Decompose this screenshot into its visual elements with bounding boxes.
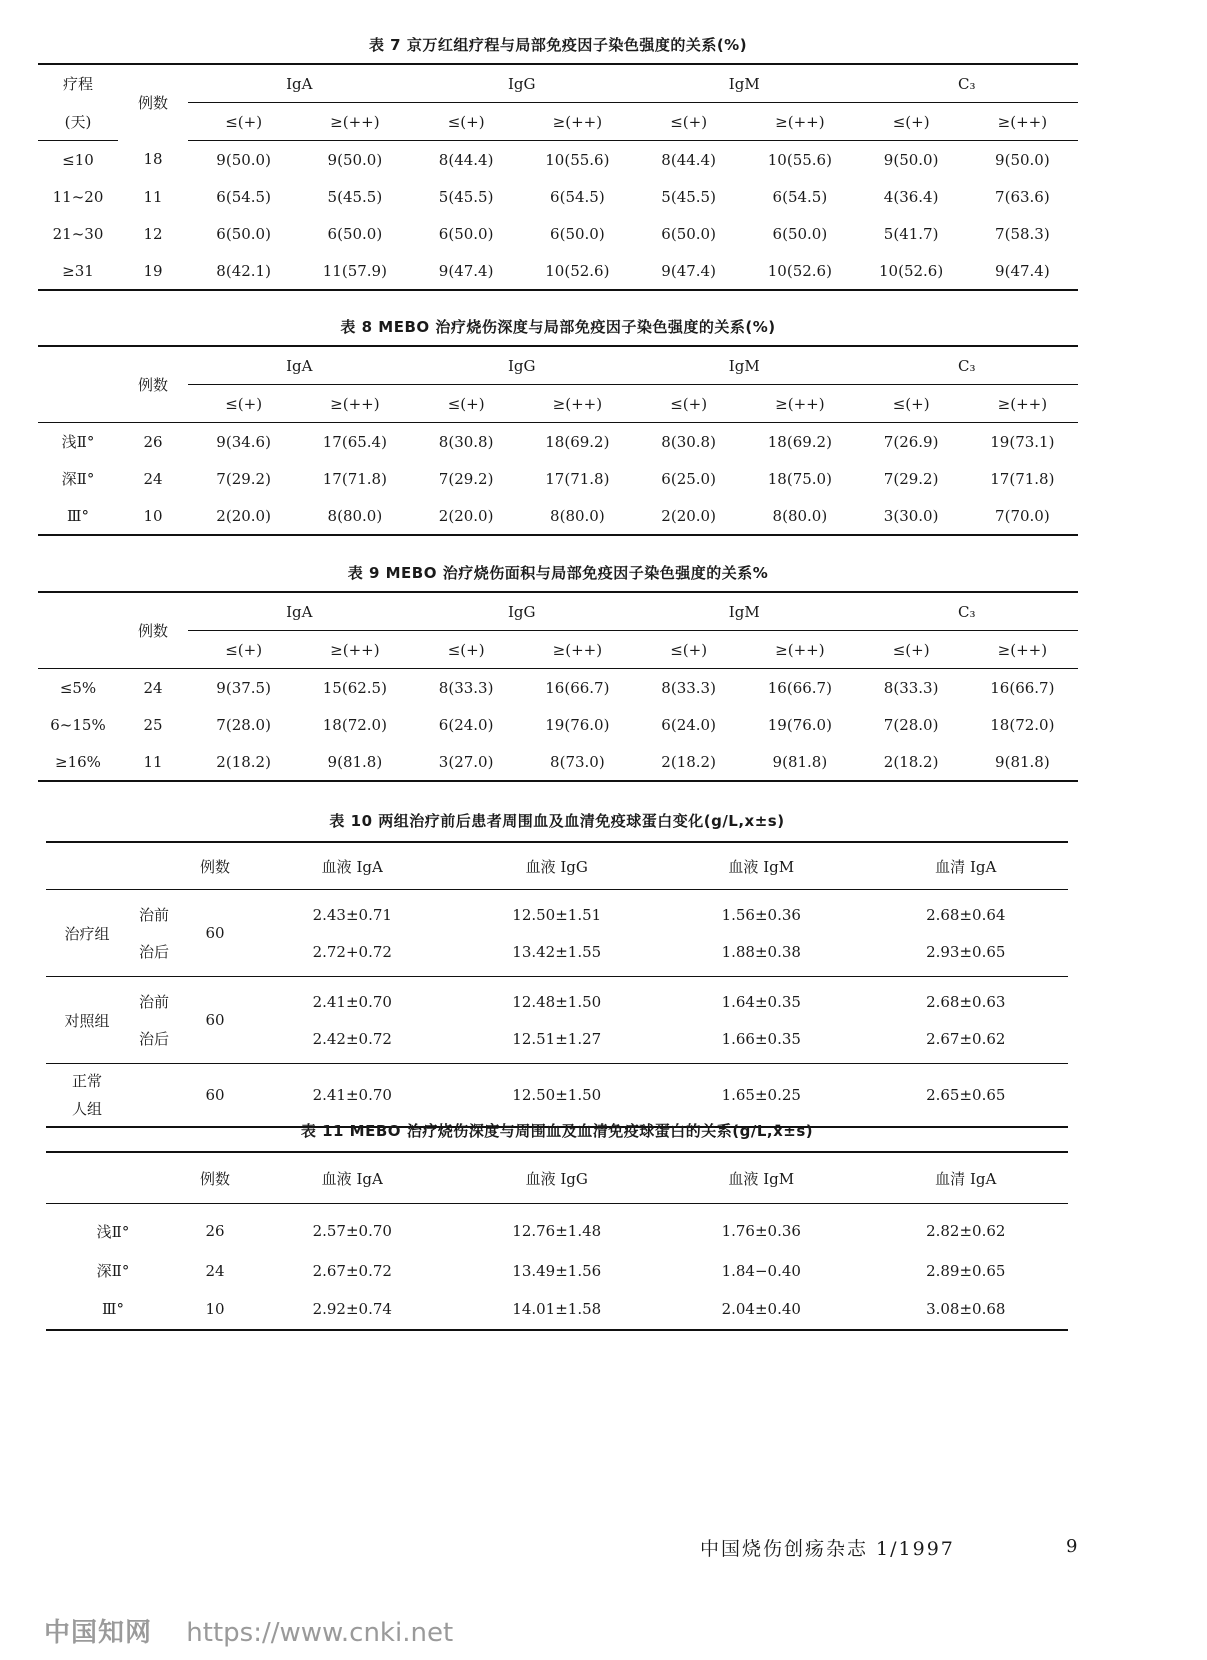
group-label: 治疗组 (46, 890, 128, 977)
cell: 9(81.8) (299, 743, 410, 781)
cell: 10 (118, 497, 188, 535)
header-blank (46, 842, 180, 890)
row-label: 浅Ⅱ° (61, 433, 95, 451)
header-blank (38, 592, 118, 669)
table-row (38, 743, 1078, 781)
cell: 5(45.5) (438, 187, 494, 206)
cell: 2(18.2) (188, 743, 299, 781)
row-label: 深Ⅱ° (96, 1262, 130, 1280)
sub-header: ≤(+) (188, 385, 299, 423)
header-c3: C₃ (856, 592, 1079, 631)
header-c3: C₃ (856, 64, 1079, 103)
header-count: 例数 (118, 64, 188, 141)
cell: 25 (143, 715, 163, 734)
cell: 9(50.0) (216, 150, 271, 169)
cell: 2.68±0.63 (926, 992, 1006, 1011)
table-row (38, 141, 1078, 179)
cell: 9(37.5) (216, 678, 271, 697)
cell: 1.56±0.36 (721, 905, 801, 924)
table-8-caption: 表 8 MEBO 治疗烧伤深度与局部免疫因子染色强度的关系(%) (340, 318, 776, 336)
cell: 7(58.3) (995, 224, 1050, 243)
cell: 12.76±1.48 (512, 1222, 602, 1240)
sub-header: ≤(+) (856, 385, 967, 423)
cell: 2(20.0) (633, 497, 744, 535)
cell: 6(54.5) (550, 187, 605, 206)
header-count: 例数 (180, 1152, 250, 1204)
cell: 18 (143, 150, 163, 169)
cell: 9(47.4) (967, 252, 1078, 290)
sub-header: ≤(+) (188, 631, 299, 669)
cell: 7(28.0) (216, 715, 271, 734)
table-row (46, 977, 1068, 1021)
cell: 8(80.0) (744, 497, 855, 535)
header-igm: IgM (633, 64, 856, 103)
cell: 15(62.5) (322, 678, 387, 697)
row-label: 深Ⅱ° (61, 470, 95, 488)
normal-label-line1: 正常 (71, 1072, 102, 1090)
table-9-caption: 表 9 MEBO 治疗烧伤面积与局部免疫因子染色强度的关系% (347, 564, 769, 582)
cnki-logo: 中国知网 (44, 1618, 153, 1648)
phase-label: 治后 (128, 1020, 180, 1064)
group-label (46, 1064, 128, 1128)
cell: 2(18.2) (856, 743, 967, 781)
cell: 7(29.2) (883, 469, 939, 488)
cell: 2(18.2) (633, 743, 744, 781)
cell: 7(70.0) (967, 497, 1078, 535)
cell: 8(33.3) (883, 678, 939, 697)
cell: 2.04±0.40 (659, 1289, 864, 1330)
cell: 4(36.4) (883, 187, 939, 206)
cell: 24 (205, 1261, 225, 1280)
header-iga: IgA (188, 346, 411, 385)
cell: 6(50.0) (550, 224, 605, 243)
cell: 2.41±0.70 (312, 992, 392, 1011)
table-row (38, 497, 1078, 535)
table-11-block (46, 1120, 1068, 1331)
header-blood-igm: 血液 IgM (659, 1152, 864, 1204)
table-row (46, 1252, 1068, 1289)
cell: 6(50.0) (216, 224, 271, 243)
group-label: 对照组 (46, 977, 128, 1064)
cell: 14.01±1.58 (455, 1289, 660, 1330)
phase-label: 治后 (128, 933, 180, 977)
sub-header: ≤(+) (411, 631, 522, 669)
table-row (38, 706, 1078, 743)
sub-header: ≥(++) (744, 631, 855, 669)
cell: 8(80.0) (299, 497, 410, 535)
cell: 1.65±0.25 (659, 1064, 864, 1128)
cell: 9(47.4) (411, 252, 522, 290)
journal-footer: 中国烧伤创疡杂志 1/1997 (700, 1538, 955, 1560)
sub-header: ≥(++) (299, 385, 410, 423)
header-blood-igg: 血液 IgG (455, 1152, 660, 1204)
cell: 11 (118, 743, 188, 781)
cell: 6(50.0) (438, 224, 494, 243)
sub-header: ≥(++) (744, 103, 855, 141)
header-days: (天) (38, 103, 118, 141)
row-label: Ⅲ° (46, 1289, 180, 1330)
cell: 9(34.6) (216, 432, 271, 451)
cell: 8(73.0) (522, 743, 633, 781)
cell: 1.64±0.35 (721, 992, 801, 1011)
phase-label: 治前 (138, 993, 169, 1011)
cell: 16(66.7) (545, 678, 610, 697)
header-igg: IgG (411, 592, 634, 631)
cell: 1.66±0.35 (659, 1020, 864, 1064)
cell: 10(52.6) (856, 252, 967, 290)
sub-header: ≥(++) (299, 631, 410, 669)
cell: 2.41±0.70 (250, 1064, 455, 1128)
sub-header: ≥(++) (967, 631, 1078, 669)
cell: 1.84−0.40 (721, 1261, 801, 1280)
cell: 6(54.5) (216, 187, 271, 206)
cell: 18(69.2) (767, 432, 832, 451)
table-row (38, 178, 1078, 215)
cell: 2.82±0.62 (926, 1222, 1006, 1240)
header-count: 例数 (118, 592, 188, 669)
cell: 6(54.5) (772, 187, 828, 206)
sub-header: ≥(++) (967, 385, 1078, 423)
header-iga: IgA (188, 592, 411, 631)
cell: 18(75.0) (767, 469, 832, 488)
row-label: ≤10 (62, 150, 94, 169)
table-row (38, 252, 1078, 290)
cell: 8(33.3) (661, 678, 716, 697)
cell: 7(29.2) (438, 469, 494, 488)
cell: 2.67±0.72 (312, 1261, 392, 1280)
header-blank (38, 346, 118, 423)
cell: 10(55.6) (545, 150, 610, 169)
cell: 2.67±0.62 (864, 1020, 1069, 1064)
row-label: 浅Ⅱ° (96, 1222, 130, 1241)
cell: 2.89±0.65 (926, 1261, 1006, 1280)
cell: 6(25.0) (661, 469, 716, 488)
cell: 24 (143, 678, 163, 697)
cell: 8(30.8) (438, 432, 494, 451)
cell: 7(26.9) (883, 432, 939, 451)
cell: 19 (118, 252, 188, 290)
cell: 18(69.2) (545, 432, 610, 451)
cell: 6(50.0) (772, 224, 828, 243)
sub-header: ≤(+) (411, 103, 522, 141)
row-label: 21~30 (52, 224, 104, 243)
sub-header: ≤(+) (188, 103, 299, 141)
cell: 2.72+0.72 (250, 933, 455, 977)
cell: 8(30.8) (661, 432, 716, 451)
cell: 10(52.6) (744, 252, 855, 290)
table-8-block (38, 316, 1078, 536)
cell: 17(71.8) (545, 469, 610, 488)
table-7 (38, 63, 1078, 291)
cell: 13.42±1.55 (455, 933, 660, 977)
header-igm: IgM (633, 592, 856, 631)
row-label: ≤5% (59, 678, 97, 697)
header-serum-iga: 血清 IgA (864, 842, 1069, 890)
table-row (46, 890, 1068, 934)
sub-header: ≤(+) (411, 385, 522, 423)
sub-header: ≤(+) (633, 103, 744, 141)
header-igm: IgM (633, 346, 856, 385)
phase-label: 治前 (138, 906, 169, 924)
cell: 19(76.0) (767, 715, 832, 734)
sub-header: ≥(++) (522, 631, 633, 669)
cell: 16(66.7) (767, 678, 832, 697)
sub-header: ≥(++) (299, 103, 410, 141)
cell: 1.88±0.38 (659, 933, 864, 977)
cell: 12.50±1.50 (455, 1064, 660, 1128)
cell: 8(42.1) (188, 252, 299, 290)
cnki-url[interactable]: https://www.cnki.net (186, 1618, 454, 1648)
cell: 8(44.4) (661, 150, 716, 169)
table-10-block (46, 810, 1068, 1128)
cell: 12 (143, 224, 163, 243)
table-row (46, 1064, 1068, 1128)
table-11-caption: 表 11 MEBO 治疗烧伤深度与周围血及血清免疫球蛋白的关系(g/L,x̄±s) (300, 1122, 814, 1140)
cell: 2.93±0.65 (864, 933, 1069, 977)
header-iga: IgA (188, 64, 411, 103)
cell: 10 (180, 1289, 250, 1330)
table-7-block (38, 34, 1078, 291)
cell: 10(55.6) (767, 150, 832, 169)
header-course: 疗程 (38, 64, 118, 103)
table-10-caption: 表 10 两组治疗前后患者周围血及血清免疫球蛋白变化(g/L,x±s) (329, 812, 785, 830)
cell: 60 (180, 1064, 250, 1128)
sub-header: ≥(++) (744, 385, 855, 423)
cell: 11(57.9) (299, 252, 410, 290)
header-igg: IgG (411, 64, 634, 103)
header-blank (46, 1152, 180, 1204)
cell: 7(63.6) (995, 187, 1050, 206)
cell: 8(80.0) (522, 497, 633, 535)
cell: 24 (143, 469, 163, 488)
sub-header: ≤(+) (856, 631, 967, 669)
header-blood-igm: 血液 IgM (659, 842, 864, 890)
sub-header: ≤(+) (633, 631, 744, 669)
sub-header: ≤(+) (633, 385, 744, 423)
header-count: 例数 (180, 842, 250, 890)
table-row (46, 1204, 1068, 1253)
cell: 19(73.1) (990, 432, 1055, 451)
row-label: ≥31 (38, 252, 118, 290)
header-blood-igg: 血液 IgG (455, 842, 660, 890)
cell: 16(66.7) (990, 678, 1055, 697)
cell: 9(47.4) (633, 252, 744, 290)
cell: 2(20.0) (188, 497, 299, 535)
cell: 60 (180, 890, 250, 977)
cell: 26 (143, 432, 163, 451)
header-count: 例数 (118, 346, 188, 423)
sub-header: ≥(++) (522, 103, 633, 141)
cell: 3(30.0) (856, 497, 967, 535)
phase-label (128, 1064, 180, 1128)
cell: 9(50.0) (883, 150, 939, 169)
cell: 2.68±0.64 (926, 905, 1006, 924)
header-c3: C₃ (856, 346, 1079, 385)
table-8 (38, 345, 1078, 536)
table-row (38, 215, 1078, 252)
cell: 1.76±0.36 (721, 1222, 801, 1240)
cnki-watermark (44, 1612, 453, 1649)
cell: 13.49±1.56 (512, 1261, 602, 1280)
row-label: Ⅲ° (38, 497, 118, 535)
table-row (46, 1289, 1068, 1330)
cell: 5(45.5) (661, 187, 716, 206)
cell: 12.51±1.27 (455, 1020, 660, 1064)
table-10 (46, 841, 1068, 1128)
table-9 (38, 591, 1078, 782)
sub-header: ≤(+) (856, 103, 967, 141)
cell: 7(28.0) (883, 715, 939, 734)
cell: 12.48±1.50 (512, 992, 602, 1011)
cell: 17(71.8) (990, 469, 1055, 488)
header-blood-iga: 血液 IgA (250, 842, 455, 890)
normal-label-line2: 人组 (71, 1100, 102, 1118)
cell: 8(33.3) (438, 678, 494, 697)
cell: 2.42±0.72 (250, 1020, 455, 1064)
cell: 18(72.0) (322, 715, 387, 734)
row-label: ≥16% (38, 743, 118, 781)
header-serum-iga: 血清 IgA (864, 1152, 1069, 1204)
table-7-caption: 表 7 京万红组疗程与局部免疫因子染色强度的关系(%) (368, 36, 748, 54)
cell: 9(81.8) (967, 743, 1078, 781)
cell: 6(24.0) (661, 715, 716, 734)
cell: 3(27.0) (411, 743, 522, 781)
cell: 9(50.0) (995, 150, 1050, 169)
cell: 9(81.8) (744, 743, 855, 781)
cell: 10(52.6) (522, 252, 633, 290)
table-row (38, 460, 1078, 497)
cell: 5(41.7) (883, 224, 939, 243)
cell: 2.57±0.70 (312, 1222, 392, 1240)
sub-header: ≥(++) (967, 103, 1078, 141)
row-label: 6~15% (50, 715, 106, 734)
cell: 2(20.0) (411, 497, 522, 535)
cell: 6(50.0) (661, 224, 716, 243)
table-9-block (38, 562, 1078, 782)
cell: 3.08±0.68 (864, 1289, 1069, 1330)
header-igg: IgG (411, 346, 634, 385)
cell: 17(71.8) (322, 469, 387, 488)
cell: 19(76.0) (545, 715, 610, 734)
cell: 2.65±0.65 (864, 1064, 1069, 1128)
cell: 17(65.4) (322, 432, 387, 451)
cell: 2.43±0.71 (312, 905, 392, 924)
cell: 7(29.2) (216, 469, 271, 488)
sub-header: ≥(++) (522, 385, 633, 423)
cell: 2.92±0.74 (250, 1289, 455, 1330)
table-row (38, 423, 1078, 461)
row-label: 11~20 (52, 187, 104, 206)
cell: 26 (205, 1222, 225, 1240)
cell: 5(45.5) (327, 187, 383, 206)
cell: 6(50.0) (327, 224, 383, 243)
cell: 11 (143, 187, 163, 206)
cell: 6(24.0) (438, 715, 494, 734)
cell: 9(50.0) (327, 150, 383, 169)
cell: 18(72.0) (990, 715, 1055, 734)
cell: 60 (180, 977, 250, 1064)
table-11 (46, 1151, 1068, 1331)
table-row (38, 669, 1078, 707)
cell: 12.50±1.51 (512, 905, 602, 924)
header-blood-iga: 血液 IgA (250, 1152, 455, 1204)
page-number: 9 (1066, 1536, 1078, 1557)
cell: 8(44.4) (438, 150, 494, 169)
